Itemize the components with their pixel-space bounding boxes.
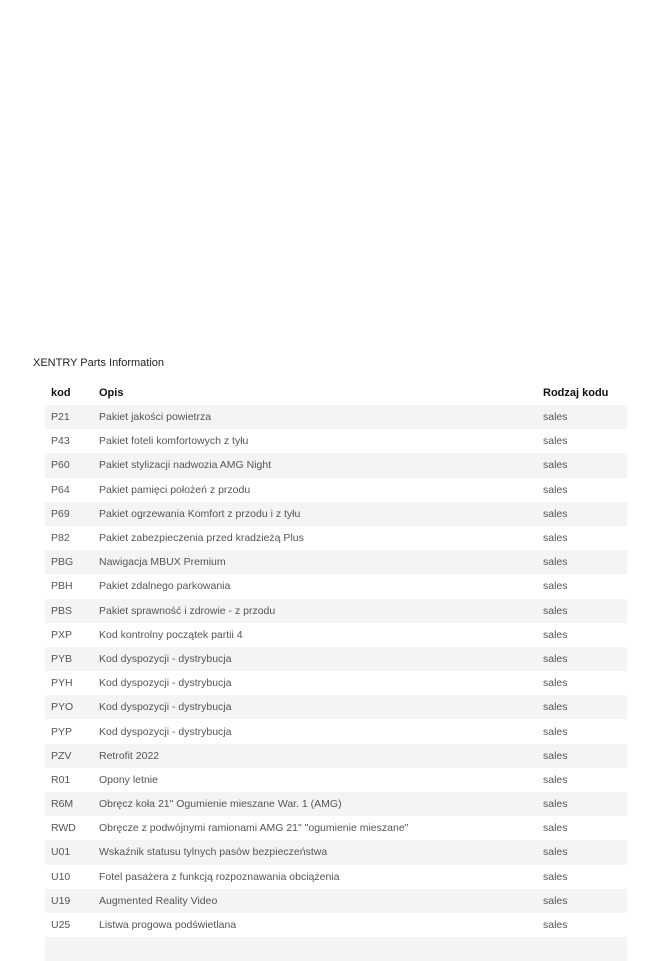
header-code: kod — [51, 387, 71, 399]
cell-code-type: sales — [543, 604, 568, 617]
cell-code: R01 — [51, 773, 71, 786]
cell-code: PYB — [51, 652, 73, 665]
cell-code: PYP — [51, 725, 73, 738]
header-description: Opis — [99, 387, 124, 399]
cell-code-type: sales — [543, 798, 568, 811]
cell-description: Fotel pasażera z funkcją rozpoznawania obciążenia — [99, 870, 340, 883]
cell-code: U10 — [51, 870, 71, 883]
cell-code: R6M — [51, 798, 74, 811]
cell-code: P69 — [51, 507, 70, 520]
cell-code-type: sales — [543, 411, 568, 424]
header-code-type: Rodzaj kodu — [543, 387, 609, 399]
table-row — [45, 816, 627, 840]
table-header — [45, 381, 627, 405]
table-row — [45, 574, 627, 598]
cell-description: Pakiet zabezpieczenia przed kradzieżą Plus — [99, 532, 304, 545]
cell-code-type: sales — [543, 435, 568, 448]
cell-code: U25 — [51, 919, 71, 932]
cell-description: Kod dyspozycji - dystrybucja — [99, 652, 232, 665]
cell-description: Augmented Reality Video — [99, 894, 218, 907]
cell-code: P21 — [51, 411, 70, 424]
cell-description: Nawigacja MBUX Premium — [99, 556, 226, 569]
cell-code-type: sales — [543, 628, 568, 641]
table-row — [45, 526, 627, 550]
cell-description: Kod dyspozycji - dystrybucja — [99, 725, 232, 738]
table-row — [45, 405, 627, 429]
table-row — [45, 695, 627, 719]
cell-code: U01 — [51, 846, 71, 859]
cell-code: PXP — [51, 628, 73, 641]
cell-description: Wskaźnik statusu tylnych pasów bezpieczeństwa — [99, 846, 328, 859]
cell-code-type: sales — [543, 773, 568, 786]
cell-description: Listwa progowa podświetlana — [99, 919, 237, 932]
table-row — [45, 671, 627, 695]
cell-code-type: sales — [543, 483, 568, 496]
cell-description: Kod dyspozycji - dystrybucja — [99, 677, 232, 690]
cell-code: PBG — [51, 556, 74, 569]
cell-description: Pakiet stylizacji nadwozia AMG Night — [99, 459, 272, 472]
cell-code-type: sales — [543, 894, 568, 907]
cell-description: Opony letnie — [99, 773, 158, 786]
cell-code-type: sales — [543, 870, 568, 883]
table-row — [45, 623, 627, 647]
cell-description: Retrofit 2022 — [99, 749, 160, 762]
cell-code-type: sales — [543, 846, 568, 859]
cell-code: U19 — [51, 894, 71, 907]
cell-code-type: sales — [543, 725, 568, 738]
cell-description: Pakiet foteli komfortowych z tyłu — [99, 435, 249, 448]
table-row — [45, 453, 627, 477]
cell-code-type: sales — [543, 532, 568, 545]
table-row — [45, 792, 627, 816]
cell-code: P43 — [51, 435, 70, 448]
cell-code: PBS — [51, 604, 73, 617]
cell-code-type: sales — [543, 822, 568, 835]
page-title: XENTRY Parts Information — [33, 357, 165, 369]
cell-description: Kod kontrolny początek partii 4 — [99, 628, 243, 641]
cell-code-type: sales — [543, 580, 568, 593]
cell-code-type: sales — [543, 749, 568, 762]
cell-code: P60 — [51, 459, 70, 472]
cell-code-type: sales — [543, 652, 568, 665]
cell-code-type: sales — [543, 919, 568, 932]
cell-code: RWD — [51, 822, 76, 835]
cell-code: P82 — [51, 532, 70, 545]
table-row — [45, 913, 627, 937]
cell-code: PBH — [51, 580, 73, 593]
table-row — [45, 478, 627, 502]
table-row — [45, 744, 627, 768]
cell-description: Pakiet pamięci położeń z przodu — [99, 483, 251, 496]
cell-code-type: sales — [543, 507, 568, 520]
cell-code: PZV — [51, 749, 72, 762]
cell-code-type: sales — [543, 459, 568, 472]
parts-table — [45, 381, 627, 961]
table-row — [45, 719, 627, 743]
cell-description: Pakiet zdalnego parkowania — [99, 580, 231, 593]
cell-description: Obręcz koła 21" Ogumienie mieszane War. 1 (AMG) — [99, 798, 342, 811]
table-row — [45, 550, 627, 574]
cell-code: PYH — [51, 677, 73, 690]
table-row — [45, 840, 627, 864]
cell-code-type: sales — [543, 677, 568, 690]
cell-code: PYO — [51, 701, 74, 714]
cell-description: Pakiet sprawność i zdrowie - z przodu — [99, 604, 276, 617]
cell-code-type: sales — [543, 556, 568, 569]
table-row — [45, 865, 627, 889]
table-row — [45, 768, 627, 792]
table-row — [45, 429, 627, 453]
table-row — [45, 647, 627, 671]
cell-code-type: sales — [543, 701, 568, 714]
cell-description: Obręcze z podwójnymi ramionami AMG 21" "ogumienie mieszane" — [99, 822, 409, 835]
cell-description: Pakiet jakości powietrza — [99, 411, 212, 424]
cell-description: Pakiet ogrzewania Komfort z przodu i z tyłu — [99, 507, 301, 520]
table-row-clipped — [45, 937, 627, 961]
cell-code: P64 — [51, 483, 70, 496]
table-row — [45, 599, 627, 623]
table-row — [45, 889, 627, 913]
table-row — [45, 502, 627, 526]
cell-description: Kod dyspozycji - dystrybucja — [99, 701, 232, 714]
